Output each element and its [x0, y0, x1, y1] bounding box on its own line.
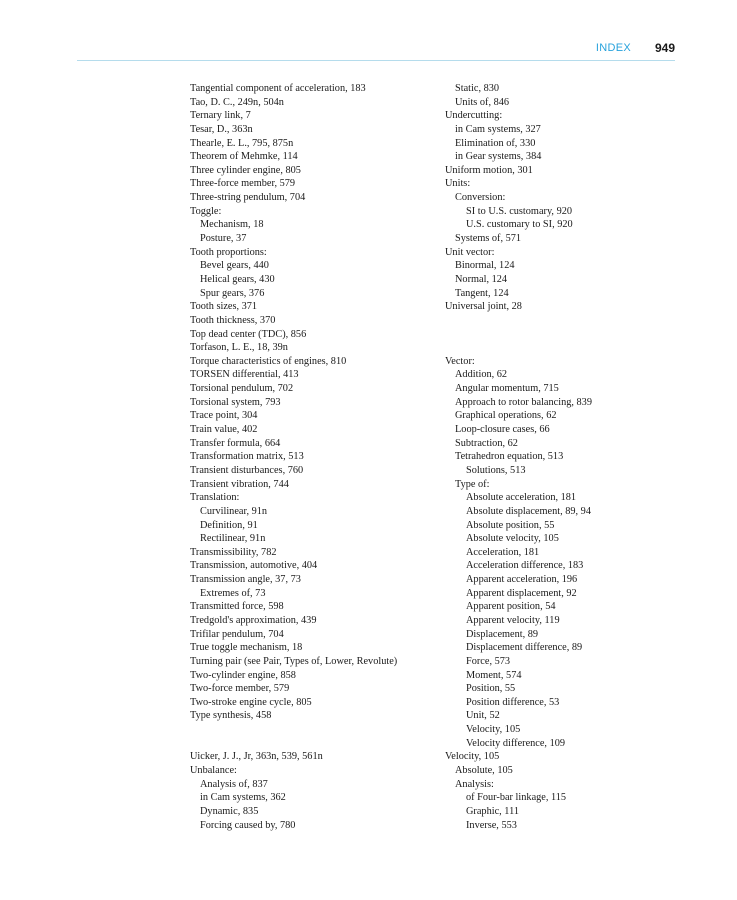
index-entry: in Cam systems, 362: [200, 792, 286, 804]
index-entry: Torsional system, 793: [190, 396, 281, 408]
index-entry: Displacement, 89: [466, 628, 539, 640]
index-entry: Uicker, J. J., Jr, 363n, 539, 561n: [190, 751, 323, 763]
index-entry: Tetrahedron equation, 513: [455, 451, 564, 463]
index-entry: Trifilar pendulum, 704: [190, 628, 284, 640]
index-entry: Apparent position, 54: [466, 601, 556, 613]
index-entry: Transmission, automotive, 404: [190, 560, 318, 572]
index-entry: Tangent, 124: [455, 287, 509, 299]
index-entry: Two-force member, 579: [190, 683, 290, 695]
index-entry: Transmission angle, 37, 73: [190, 574, 301, 586]
index-entry: Helical gears, 430: [200, 273, 275, 285]
index-entry: Torque characteristics of engines, 810: [190, 355, 347, 367]
index-entry: Extremes of, 73: [200, 587, 266, 599]
index-entry: Spur gears, 376: [200, 287, 265, 299]
index-entry: Displacement difference, 89: [466, 642, 583, 654]
index-entry: Loop-closure cases, 66: [455, 424, 550, 436]
index-entry: Posture, 37: [200, 233, 247, 245]
index-entry: TORSEN differential, 413: [190, 369, 299, 381]
running-header: [77, 38, 675, 61]
index-entry: Apparent acceleration, 196: [466, 574, 578, 586]
index-entry: Units of, 846: [455, 96, 510, 108]
index-entry: Transient vibration, 744: [190, 478, 289, 490]
index-entry: SI to U.S. customary, 920: [466, 205, 573, 217]
index-entry: Graphic, 111: [466, 805, 519, 817]
index-entry: Absolute position, 55: [466, 519, 555, 531]
index-entry: Apparent displacement, 92: [466, 587, 577, 599]
index-entry: Subtraction, 62: [455, 437, 518, 449]
index-entry: Unbalance:: [190, 765, 237, 777]
index-entry: Apparent velocity, 119: [466, 615, 560, 626]
index-entry: Position, 55: [466, 683, 516, 695]
index-entry: Tooth proportions:: [190, 246, 267, 258]
index-entry: Absolute, 105: [455, 765, 513, 777]
index-entry: Three-string pendulum, 704: [190, 192, 306, 204]
index-entry: Solutions, 513: [466, 464, 526, 476]
index-entry: in Cam systems, 327: [455, 123, 541, 135]
index-entry: Rectilinear, 91n: [200, 533, 266, 545]
index-entry: Ternary link, 7: [190, 110, 251, 122]
index-entry: Curvilinear, 91n: [200, 505, 268, 517]
index-entry: Two-cylinder engine, 858: [190, 669, 296, 681]
index-entry: Trace point, 304: [190, 410, 258, 422]
index-entry: Tooth thickness, 370: [190, 314, 276, 326]
index-entry: Graphical operations, 62: [455, 410, 557, 422]
index-entry: Turning pair (see Pair, Types of, Lower, Revolute): [190, 655, 398, 667]
index-entry: Unit vector:: [445, 246, 495, 258]
index-entry: Mechanism, 18: [200, 219, 264, 231]
index-entry: Transmitted force, 598: [190, 601, 284, 613]
index-entry: Torsional pendulum, 702: [190, 383, 294, 395]
index-entry: Transfer formula, 664: [190, 437, 281, 449]
index-entry: Transient disturbances, 760: [190, 464, 304, 476]
index-entry: Static, 830: [455, 83, 500, 94]
index-entry: Addition, 62: [455, 369, 508, 381]
index-entry: Tangential component of acceleration, 183: [190, 83, 366, 94]
index-entry: Systems of, 571: [455, 233, 522, 245]
index-entry: Three cylinder engine, 805: [190, 164, 301, 176]
page-number: 949: [654, 41, 675, 55]
index-entry: Forcing caused by, 780: [200, 819, 296, 831]
index-entry: Vector:: [445, 355, 475, 367]
index-entry: Definition, 91: [200, 519, 258, 531]
index-entry: in Gear systems, 384: [455, 151, 542, 163]
index-column-left: [190, 82, 435, 832]
index-spacer: [190, 723, 435, 750]
index-entry: Top dead center (TDC), 856: [190, 328, 307, 340]
index-entry: Absolute displacement, 89, 94: [466, 505, 591, 517]
index-entry: Unit, 52: [466, 710, 500, 722]
index-entry: Binormal, 124: [455, 260, 515, 272]
index-entry: of Four-bar linkage, 115: [466, 792, 567, 804]
index-column-right: [445, 82, 705, 832]
index-entry: Transmissibility, 782: [190, 546, 277, 558]
index-entry: Approach to rotor balancing, 839: [455, 396, 592, 408]
index-entry: True toggle mechanism, 18: [190, 642, 303, 654]
index-entry: Acceleration difference, 183: [466, 560, 584, 572]
index-entry: Velocity, 105: [466, 724, 521, 736]
index-entry: Analysis of, 837: [200, 778, 268, 790]
index-entry: Three-force member, 579: [190, 178, 296, 190]
index-entry: Train value, 402: [190, 424, 258, 436]
index-entry: Normal, 124: [455, 273, 508, 285]
index-entry: Analysis:: [455, 778, 494, 790]
index-entry: Uniform motion, 301: [445, 164, 533, 176]
index-entry: Force, 573: [466, 655, 511, 667]
section-label: INDEX: [595, 42, 631, 54]
index-entry: Acceleration, 181: [466, 546, 540, 558]
index-entry: Theorem of Mehmke, 114: [190, 151, 298, 163]
index-entry: Angular momentum, 715: [455, 383, 559, 395]
index-entry: Elimination of, 330: [455, 137, 536, 149]
index-entry: Tao, D. C., 249n, 504n: [190, 96, 284, 108]
index-entry: Toggle:: [190, 205, 222, 217]
index-entry: Two-stroke engine cycle, 805: [190, 696, 312, 708]
index-entry: Translation:: [190, 492, 240, 504]
index-entry: Inverse, 553: [466, 819, 517, 831]
index-entry: Tooth sizes, 371: [190, 301, 258, 313]
index-entry: Dynamic, 835: [200, 805, 259, 817]
index-spacer: [445, 314, 705, 341]
index-entry: Tredgold's approximation, 439: [190, 614, 317, 626]
index-entry: Tesar, D., 363n: [190, 123, 253, 135]
index-entry: Torfason, L. E., 18, 39n: [190, 342, 288, 354]
index-entry: Absolute acceleration, 181: [466, 492, 577, 504]
index-spacer: [445, 341, 705, 355]
index-entry: Undercutting:: [445, 110, 503, 122]
index-entry: Position difference, 53: [466, 696, 560, 708]
index-entry: Type synthesis, 458: [190, 710, 272, 722]
index-entry: Moment, 574: [466, 669, 522, 681]
index-entry: Conversion:: [455, 192, 506, 204]
index-entry: U.S. customary to SI, 920: [466, 219, 573, 231]
index-entry: Universal joint, 28: [445, 301, 522, 313]
index-entry: Units:: [445, 178, 471, 190]
index-entry: Thearle, E. L., 795, 875n: [190, 137, 294, 149]
index-entry: Transformation matrix, 513: [190, 451, 304, 463]
index-entry: Velocity, 105: [445, 751, 500, 763]
index-entry: Absolute velocity, 105: [466, 533, 559, 545]
index-entry: Bevel gears, 440: [200, 260, 269, 272]
index-entry: Type of:: [455, 478, 490, 490]
index-entry: Velocity difference, 109: [466, 737, 566, 749]
